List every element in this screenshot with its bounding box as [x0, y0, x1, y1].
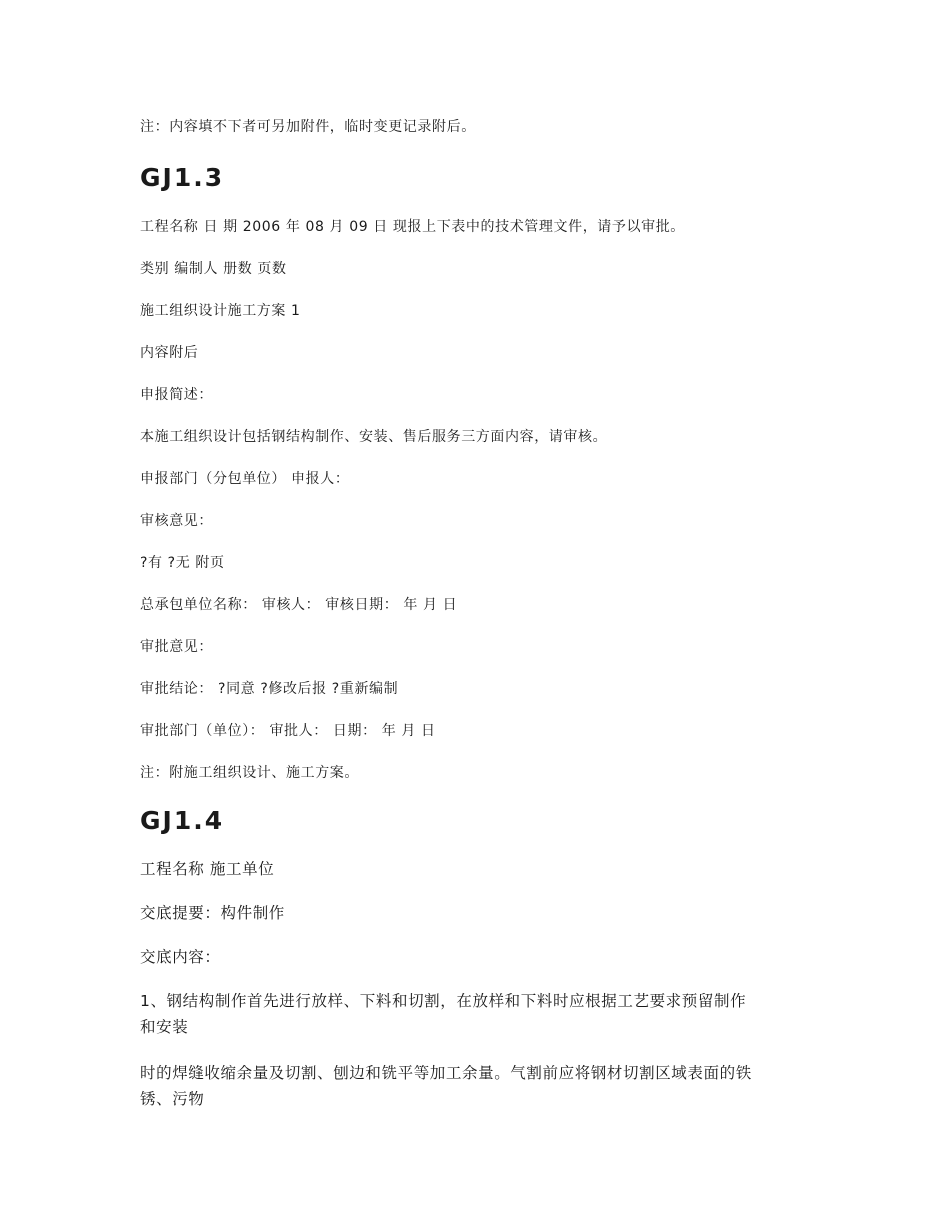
- section-heading-gj14: GJ1.4: [140, 806, 225, 835]
- gj13-line: ?有 ?无 附页: [140, 555, 225, 571]
- gj13-line: 总承包单位名称： 审核人： 审核日期： 年 月 日: [140, 597, 458, 613]
- note-top: 注：内容填不下者可另加附件，临时变更记录附后。: [140, 119, 476, 135]
- gj13-line: 审批部门（单位）： 审批人： 日期： 年 月 日: [140, 723, 436, 739]
- gj13-line: 申报部门（分包单位） 申报人：: [140, 471, 350, 487]
- gj14-line: 和安装: [140, 1018, 189, 1036]
- gj14-line: 锈、污物: [140, 1090, 205, 1108]
- gj13-line: 审核意见：: [140, 513, 213, 529]
- gj14-line: 交底内容：: [140, 948, 221, 966]
- gj13-line: 施工组织设计施工方案 1: [140, 303, 301, 319]
- gj14-line: 时的焊缝收缩余量及切割、刨边和铣平等加工余量。气割前应将钢材切割区域表面的铁: [140, 1064, 752, 1082]
- gj14-line: 交底提要：构件制作: [140, 904, 285, 922]
- gj13-line: 内容附后: [140, 345, 199, 361]
- gj13-line: 本施工组织设计包括钢结构制作、安装、售后服务三方面内容，请审核。: [140, 429, 608, 445]
- gj14-line: 工程名称 施工单位: [140, 860, 275, 878]
- gj13-line: 工程名称 日 期 2006 年 08 月 09 日 现报上下表中的技术管理文件，请予以审批。: [140, 219, 685, 235]
- gj13-line: 注：附施工组织设计、施工方案。: [140, 765, 359, 781]
- gj14-line: 1、钢结构制作首先进行放样、下料和切割，在放样和下料时应根据工艺要求预留制作: [140, 992, 747, 1010]
- gj13-line: 审批结论： ?同意 ?修改后报 ?重新编制: [140, 681, 399, 697]
- gj13-line: 类别 编制人 册数 页数: [140, 261, 287, 277]
- gj13-line: 审批意见：: [140, 639, 213, 655]
- gj13-line: 申报简述：: [140, 387, 213, 403]
- section-heading-gj13: GJ1.3: [140, 163, 225, 192]
